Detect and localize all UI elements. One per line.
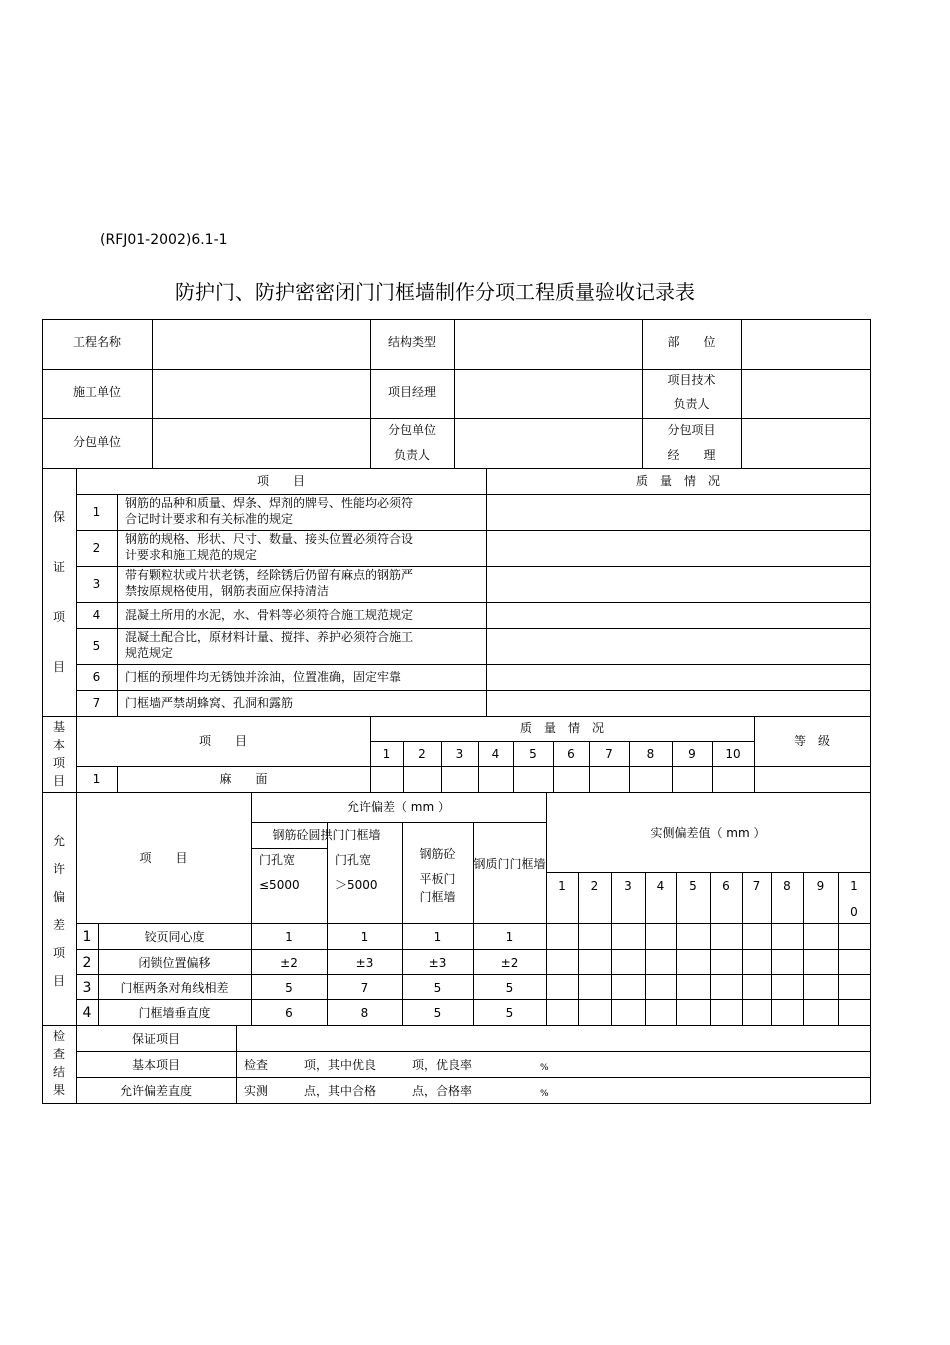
measured-value-cell[interactable] bbox=[677, 975, 710, 999]
col-width-le-5000: 门孔宽 bbox=[259, 853, 296, 867]
col-width-gt-5000-value: ＞5000 bbox=[335, 878, 378, 892]
measured-value-cell[interactable] bbox=[612, 924, 645, 949]
tech-lead-label-line2: 负责人 bbox=[673, 397, 710, 411]
measured-value-cell[interactable] bbox=[772, 975, 803, 999]
basic-row-name: 麻 面 bbox=[219, 772, 268, 786]
guarantee-item-no: 5 bbox=[92, 639, 101, 653]
measured-value-cell[interactable] bbox=[579, 924, 611, 949]
rule-line bbox=[251, 822, 547, 823]
result-tolerance-label: 允许偏差直度 bbox=[119, 1084, 192, 1098]
measured-value-cell[interactable] bbox=[646, 1000, 676, 1025]
basic-num-header: 4 bbox=[491, 747, 500, 761]
rule-line bbox=[117, 494, 118, 717]
sub-pm-field[interactable] bbox=[742, 419, 869, 467]
basic-num-header: 2 bbox=[418, 747, 426, 761]
measured-value-cell[interactable] bbox=[677, 1000, 710, 1025]
guarantee-item-text: 合记时计要求和有关标准的规定 bbox=[125, 512, 294, 526]
tolerance-value: 7 bbox=[360, 981, 369, 995]
measured-value-cell[interactable] bbox=[711, 975, 742, 999]
rule-line bbox=[76, 1051, 871, 1052]
basic-col-grade: 等 级 bbox=[793, 734, 830, 748]
measured-num-header: 8 bbox=[783, 879, 791, 893]
measured-value-cell[interactable] bbox=[612, 950, 645, 974]
sub-unit-lead-field[interactable] bbox=[455, 419, 641, 467]
measured-value-cell[interactable] bbox=[579, 1000, 611, 1025]
measured-value-cell[interactable] bbox=[646, 975, 676, 999]
basic-quality-cell[interactable] bbox=[673, 767, 712, 791]
tolerance-row-name: 闭锁位置偏移 bbox=[138, 956, 211, 970]
basic-num-header: 7 bbox=[605, 747, 613, 761]
tolerance-value: 1 bbox=[360, 930, 369, 944]
project-name-label: 工程名称 bbox=[72, 335, 121, 349]
guarantee-quality-field[interactable] bbox=[487, 495, 869, 530]
rule-line bbox=[251, 848, 328, 849]
measured-value-cell[interactable] bbox=[804, 924, 838, 949]
tolerance-row-no: 4 bbox=[82, 1005, 92, 1021]
tolerance-row-name: 铰页同心度 bbox=[144, 930, 205, 944]
measured-value-cell[interactable] bbox=[579, 950, 611, 974]
tolerance-row-name: 门框两条对角线相差 bbox=[120, 981, 229, 995]
guarantee-item-text: 门框的预埋件均无锈蚀并涂油，位置准确，固定牢靠 bbox=[125, 670, 402, 684]
measured-value-cell[interactable] bbox=[711, 1000, 742, 1025]
rule-line bbox=[42, 792, 871, 793]
basic-quality-cell[interactable] bbox=[442, 767, 478, 791]
tolerance-value: 5 bbox=[505, 1006, 514, 1020]
basic-grade-field[interactable] bbox=[755, 767, 869, 791]
project-name-field[interactable] bbox=[153, 320, 369, 368]
basic-side-char: 项 bbox=[52, 756, 65, 770]
document-code: (RFJ01-2002)6.1-1 bbox=[100, 232, 228, 248]
measured-num-header: 2 bbox=[590, 879, 599, 893]
measured-value-cell[interactable] bbox=[612, 1000, 645, 1025]
basic-side-char: 本 bbox=[52, 738, 65, 752]
basic-side-char: 目 bbox=[52, 774, 65, 788]
tolerance-side-char: 允 bbox=[52, 834, 65, 848]
allowed-deviation-header: 允许偏差（ mm ） bbox=[346, 800, 450, 814]
measured-value-cell[interactable] bbox=[646, 924, 676, 949]
sub-unit-lead-label-line2: 负责人 bbox=[393, 448, 430, 462]
guarantee-item-text: 钢筋的规格、形状、尺寸、数量、接头位置必须符合设 bbox=[125, 532, 414, 546]
measured-value-cell[interactable] bbox=[839, 950, 870, 974]
project-manager-label: 项目经理 bbox=[387, 385, 436, 399]
structure-type-field[interactable] bbox=[455, 320, 641, 368]
col-flat-door: 平板门 bbox=[419, 872, 456, 886]
measured-value-cell[interactable] bbox=[579, 975, 611, 999]
basic-side-char: 基 bbox=[52, 720, 65, 734]
tolerance-side-char: 目 bbox=[52, 974, 65, 988]
basic-num-header: 3 bbox=[455, 747, 464, 761]
result-guarantee-field[interactable] bbox=[237, 1026, 869, 1050]
basic-quality-cell[interactable] bbox=[479, 767, 513, 791]
guarantee-quality-field[interactable] bbox=[487, 665, 869, 690]
rule-line bbox=[546, 872, 871, 873]
measured-num-header: 4 bbox=[656, 879, 665, 893]
measured-value-cell[interactable] bbox=[711, 924, 742, 949]
col-width-le-5000-value: ≤5000 bbox=[259, 878, 300, 892]
sub-unit-field[interactable] bbox=[153, 419, 369, 467]
measured-num-header: 9 bbox=[816, 879, 825, 893]
guarantee-side-char: 项 bbox=[52, 610, 65, 624]
measured-num-header: 6 bbox=[722, 879, 730, 893]
rule-line bbox=[370, 741, 755, 742]
guarantee-side-char: 目 bbox=[52, 660, 65, 674]
guarantee-item-text: 计要求和施工规范的规定 bbox=[125, 548, 258, 562]
measured-value-cell[interactable] bbox=[772, 924, 803, 949]
tolerance-value: 5 bbox=[433, 981, 442, 995]
result-basic-text: 检查 项，其中优良 项，优良率 bbox=[244, 1058, 473, 1072]
tolerance-row-no: 2 bbox=[82, 955, 92, 971]
guarantee-item-text: 门框墙严禁胡蜂窝、孔洞和露筋 bbox=[125, 696, 294, 710]
measured-value-cell[interactable] bbox=[743, 924, 771, 949]
rule-line bbox=[42, 716, 871, 717]
guarantee-item-no: 4 bbox=[92, 608, 101, 622]
measured-num-header: 3 bbox=[624, 879, 632, 893]
guarantee-item-no: 2 bbox=[92, 541, 101, 555]
measured-num-header: 7 bbox=[752, 879, 761, 893]
part-field[interactable] bbox=[742, 320, 869, 368]
guarantee-col-quality: 质 量 情 况 bbox=[635, 474, 720, 488]
tolerance-value: 1 bbox=[285, 930, 293, 944]
tolerance-value: 1 bbox=[433, 930, 442, 944]
measured-value-cell[interactable] bbox=[547, 975, 578, 999]
project-manager-field[interactable] bbox=[455, 370, 641, 417]
measured-value-cell[interactable] bbox=[804, 950, 838, 974]
result-side-char: 结 bbox=[52, 1065, 65, 1079]
measured-value-cell[interactable] bbox=[839, 1000, 870, 1025]
result-guarantee-label: 保证项目 bbox=[131, 1032, 180, 1046]
tolerance-value: ±3 bbox=[355, 956, 374, 970]
arch-door-header: 钢筋砼圆拱门门框墙 bbox=[272, 828, 381, 842]
tolerance-value: 5 bbox=[433, 1006, 442, 1020]
tolerance-value: ±2 bbox=[280, 956, 298, 970]
measured-value-cell[interactable] bbox=[677, 950, 710, 974]
tolerance-value: 8 bbox=[360, 1006, 369, 1020]
tolerance-side-char: 差 bbox=[52, 918, 65, 932]
result-side-char: 查 bbox=[52, 1047, 65, 1061]
rule-line bbox=[42, 1103, 871, 1104]
guarantee-item-text: 钢筋的品种和质量、焊条、焊剂的牌号、性能均必须符 bbox=[125, 496, 414, 510]
page-title: 防护门、防护密密闭门门框墙制作分项工程质量验收记录表 bbox=[175, 280, 695, 304]
guarantee-item-no: 6 bbox=[92, 670, 101, 684]
basic-num-header: 8 bbox=[646, 747, 655, 761]
measured-value-cell[interactable] bbox=[772, 950, 803, 974]
guarantee-item-text: 禁按原规格使用，钢筋表面应保持清洁 bbox=[125, 584, 330, 598]
basic-quality-cell[interactable] bbox=[514, 767, 553, 791]
result-side-char: 果 bbox=[52, 1083, 65, 1097]
tolerance-row-name: 门框墙垂直度 bbox=[138, 1006, 211, 1020]
guarantee-quality-field[interactable] bbox=[487, 603, 869, 628]
measured-value-cell[interactable] bbox=[547, 950, 578, 974]
guarantee-side-char: 保 bbox=[52, 510, 65, 524]
tolerance-value: 5 bbox=[505, 981, 514, 995]
sub-unit-label: 分包单位 bbox=[72, 435, 121, 449]
measured-value-cell[interactable] bbox=[743, 1000, 771, 1025]
guarantee-item-no: 7 bbox=[92, 696, 101, 710]
guarantee-item-no: 3 bbox=[92, 577, 101, 591]
basic-col-quality: 质 量 情 况 bbox=[519, 721, 604, 735]
measured-value-cell[interactable] bbox=[547, 924, 578, 949]
basic-quality-cell[interactable] bbox=[371, 767, 403, 791]
measured-value-cell[interactable] bbox=[839, 975, 870, 999]
measured-value-cell[interactable] bbox=[677, 924, 710, 949]
tech-lead-label-line1: 项目技术 bbox=[667, 373, 716, 387]
tolerance-side-char: 项 bbox=[52, 946, 65, 960]
result-basic-label: 基本项目 bbox=[131, 1058, 180, 1072]
tolerance-side-char: 偏 bbox=[52, 890, 65, 904]
measured-value-cell[interactable] bbox=[839, 924, 870, 949]
tolerance-value: 1 bbox=[505, 930, 514, 944]
measured-num-header: 5 bbox=[689, 879, 697, 893]
col-steel-door: 钢质门门框墙 bbox=[473, 857, 546, 871]
result-tolerance-text: 实测 点，其中合格 点，合格率 bbox=[244, 1084, 473, 1098]
part-label: 部 位 bbox=[667, 335, 716, 349]
guarantee-item-text: 规范规定 bbox=[125, 646, 174, 660]
tolerance-col-item: 项 目 bbox=[139, 851, 188, 865]
guarantee-item-text: 混凝土所用的水泥，水、骨料等必须符合施工规范规定 bbox=[125, 608, 414, 622]
guarantee-quality-field[interactable] bbox=[487, 531, 869, 566]
sub-pm-label-line1: 分包项目 bbox=[667, 423, 716, 437]
basic-num-header: 6 bbox=[567, 747, 575, 761]
measured-value-cell[interactable] bbox=[804, 1000, 838, 1025]
basic-num-header: 1 bbox=[382, 747, 391, 761]
guarantee-quality-field[interactable] bbox=[487, 629, 869, 664]
measured-num-header: 1 bbox=[850, 879, 858, 893]
basic-quality-cell[interactable] bbox=[554, 767, 589, 791]
measured-num-header: 1 bbox=[558, 879, 566, 893]
basic-num-header: 5 bbox=[529, 747, 537, 761]
rule-line bbox=[870, 319, 871, 1104]
result-side-char: 检 bbox=[52, 1029, 65, 1043]
col-flat-door: 钢筋砼 bbox=[419, 847, 456, 861]
measured-value-cell[interactable] bbox=[804, 975, 838, 999]
tolerance-row-no: 1 bbox=[82, 929, 92, 945]
measured-value-cell[interactable] bbox=[547, 1000, 578, 1025]
construction-unit-label: 施工单位 bbox=[72, 385, 121, 399]
measured-value-cell[interactable] bbox=[612, 975, 645, 999]
measured-value-cell[interactable] bbox=[711, 950, 742, 974]
tolerance-value: ±3 bbox=[428, 956, 447, 970]
measured-value-cell[interactable] bbox=[646, 950, 676, 974]
percent-sign: % bbox=[540, 1063, 549, 1073]
construction-unit-field[interactable] bbox=[153, 370, 369, 417]
measured-num-header: 0 bbox=[850, 905, 858, 919]
guarantee-item-text: 混凝土配合比，原材料计量、搅拌、养护必须符合施工 bbox=[125, 630, 414, 644]
basic-num-header: 9 bbox=[688, 747, 696, 761]
basic-quality-cell[interactable] bbox=[404, 767, 441, 791]
sub-pm-label-line2: 经 理 bbox=[667, 448, 716, 462]
col-flat-door: 门框墙 bbox=[419, 890, 456, 904]
basic-col-item: 项 目 bbox=[198, 734, 247, 748]
tolerance-side-char: 许 bbox=[52, 862, 65, 876]
measured-value-cell[interactable] bbox=[743, 975, 771, 999]
guarantee-item-text: 带有颗粒状或片状老锈，经除锈后仍留有麻点的钢筋严 bbox=[125, 568, 414, 582]
rule-line bbox=[76, 1077, 871, 1078]
measured-value-cell[interactable] bbox=[772, 1000, 803, 1025]
measured-deviation-header: 实侧偏差值（ mm ） bbox=[650, 826, 766, 840]
col-width-gt-5000: 门孔宽 bbox=[335, 853, 372, 867]
guarantee-quality-field[interactable] bbox=[487, 691, 869, 716]
tech-lead-field[interactable] bbox=[742, 370, 869, 417]
guarantee-quality-field[interactable] bbox=[487, 567, 869, 602]
measured-value-cell[interactable] bbox=[743, 950, 771, 974]
basic-quality-cell[interactable] bbox=[630, 767, 672, 791]
guarantee-item-no: 1 bbox=[92, 505, 101, 519]
basic-num-header: 10 bbox=[725, 747, 741, 761]
structure-type-label: 结构类型 bbox=[387, 335, 436, 349]
sub-unit-lead-label-line1: 分包单位 bbox=[387, 423, 436, 437]
rule-line bbox=[42, 468, 871, 469]
tolerance-row-no: 3 bbox=[82, 980, 92, 996]
guarantee-col-item: 项 目 bbox=[256, 474, 305, 488]
tolerance-value: 6 bbox=[285, 1006, 293, 1020]
tolerance-value: 5 bbox=[285, 981, 293, 995]
basic-quality-cell[interactable] bbox=[590, 767, 629, 791]
guarantee-side-char: 证 bbox=[52, 560, 65, 574]
percent-sign: % bbox=[540, 1089, 549, 1099]
basic-quality-cell[interactable] bbox=[713, 767, 754, 791]
tolerance-value: ±2 bbox=[500, 956, 519, 970]
basic-row-no: 1 bbox=[92, 772, 101, 786]
